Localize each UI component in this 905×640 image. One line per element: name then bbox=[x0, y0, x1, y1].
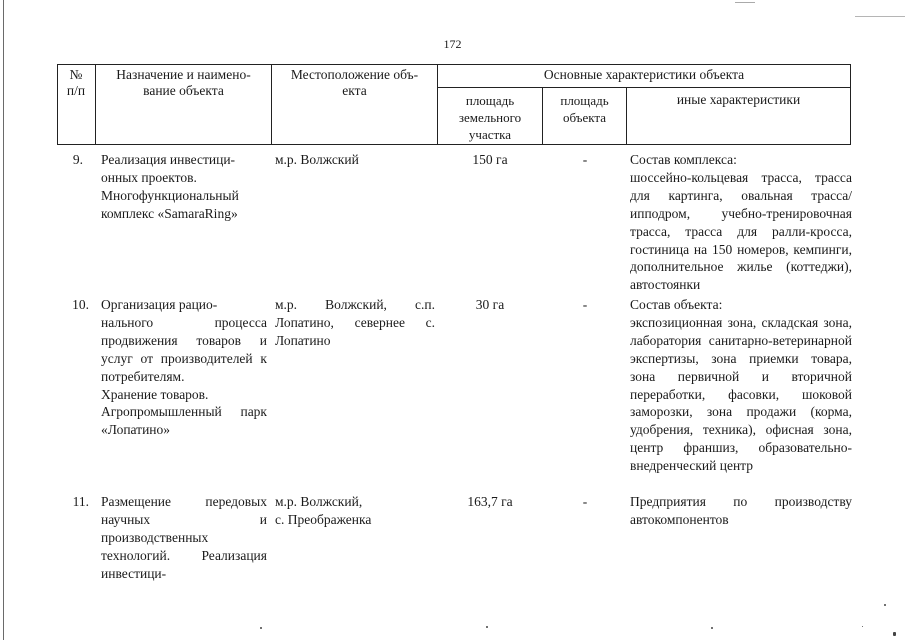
row-9-purpose: Реализация инвестици- онных проектов. Многофункциональный комплекс «SamaraRing» bbox=[101, 152, 239, 221]
row-9-other: Состав комплекса: шоссейно-кольцевая трасса, трасса для картинга, овальная трасса/ипподром, учебно-тренировочная трасса, трасса для ралли-кросса, гостиница на 150 номеров, кемпинги, дополнительное жилье (коттеджи), автостоянки bbox=[630, 152, 852, 293]
row-11-land-area: 163,7 га bbox=[467, 494, 513, 509]
row-9-location: м.р. Волжский bbox=[275, 152, 359, 167]
table-border-right bbox=[850, 64, 851, 145]
row-10-object-area: - bbox=[582, 297, 588, 312]
scan-speck bbox=[893, 632, 896, 636]
row-11-num: 11. bbox=[72, 494, 89, 509]
header-characteristics: Основные характеристики объекта bbox=[543, 67, 745, 82]
row-11-purpose: Размещение передовых научных и производственных технологий. Реализация инвестици- bbox=[101, 494, 267, 581]
row-9-land-area: 150 га bbox=[472, 152, 508, 167]
row-10-purpose: Организация рацио- нального процесса продвижения товаров и услуг от производителей к потребителям. Хранение товаров. Агропромышленный парк «Лопатино» bbox=[101, 297, 267, 438]
row-10-num: 10. bbox=[72, 297, 89, 312]
scan-artifact-line bbox=[855, 16, 905, 17]
scan-edge-line bbox=[3, 0, 4, 640]
row-10-location: м.р. Волжский, с.п. Лопатино, севернее с. Лопатино bbox=[275, 297, 435, 348]
header-land-area: площадь земельного участка bbox=[458, 93, 522, 142]
scan-artifact-line bbox=[735, 2, 755, 3]
header-location: Местоположение объ- екта bbox=[290, 67, 419, 98]
table-subheader-line bbox=[437, 87, 851, 88]
table-header-bottom bbox=[57, 144, 851, 145]
header-num: № п/п bbox=[66, 67, 86, 98]
row-9-num: 9. bbox=[72, 152, 83, 167]
header-object-area: площадь объекта bbox=[560, 93, 609, 125]
row-9-object-area: - bbox=[582, 152, 588, 167]
page-number: 172 bbox=[443, 37, 462, 51]
scan-speck bbox=[711, 627, 713, 629]
row-11-location: м.р. Волжский, с. Преображенка bbox=[275, 494, 372, 527]
row-11-object-area: - bbox=[582, 494, 588, 509]
row-10-other: Состав объекта: экспозиционная зона, складская зона, лаборатория санитарно-ветеринарной экспертизы, зона приемки товара, зона первичной и вторичной переработки, фасовки, шоковой заморозки, зона продажи (корма, удобрения, техника), офисная зона, центр франшиз, образовательно-внедренческий центр bbox=[630, 297, 852, 474]
row-11-other: Предприятия по производству автокомпонентов bbox=[630, 494, 852, 527]
scan-speck bbox=[884, 604, 886, 606]
scan-speck bbox=[862, 626, 863, 627]
header-other: иные характеристики bbox=[676, 92, 801, 107]
row-10-land-area: 30 га bbox=[475, 297, 505, 312]
scan-speck bbox=[486, 626, 488, 628]
header-purpose: Назначение и наимено- вание объекта bbox=[116, 67, 251, 98]
table-border-top bbox=[57, 64, 851, 65]
scan-speck bbox=[260, 627, 262, 629]
